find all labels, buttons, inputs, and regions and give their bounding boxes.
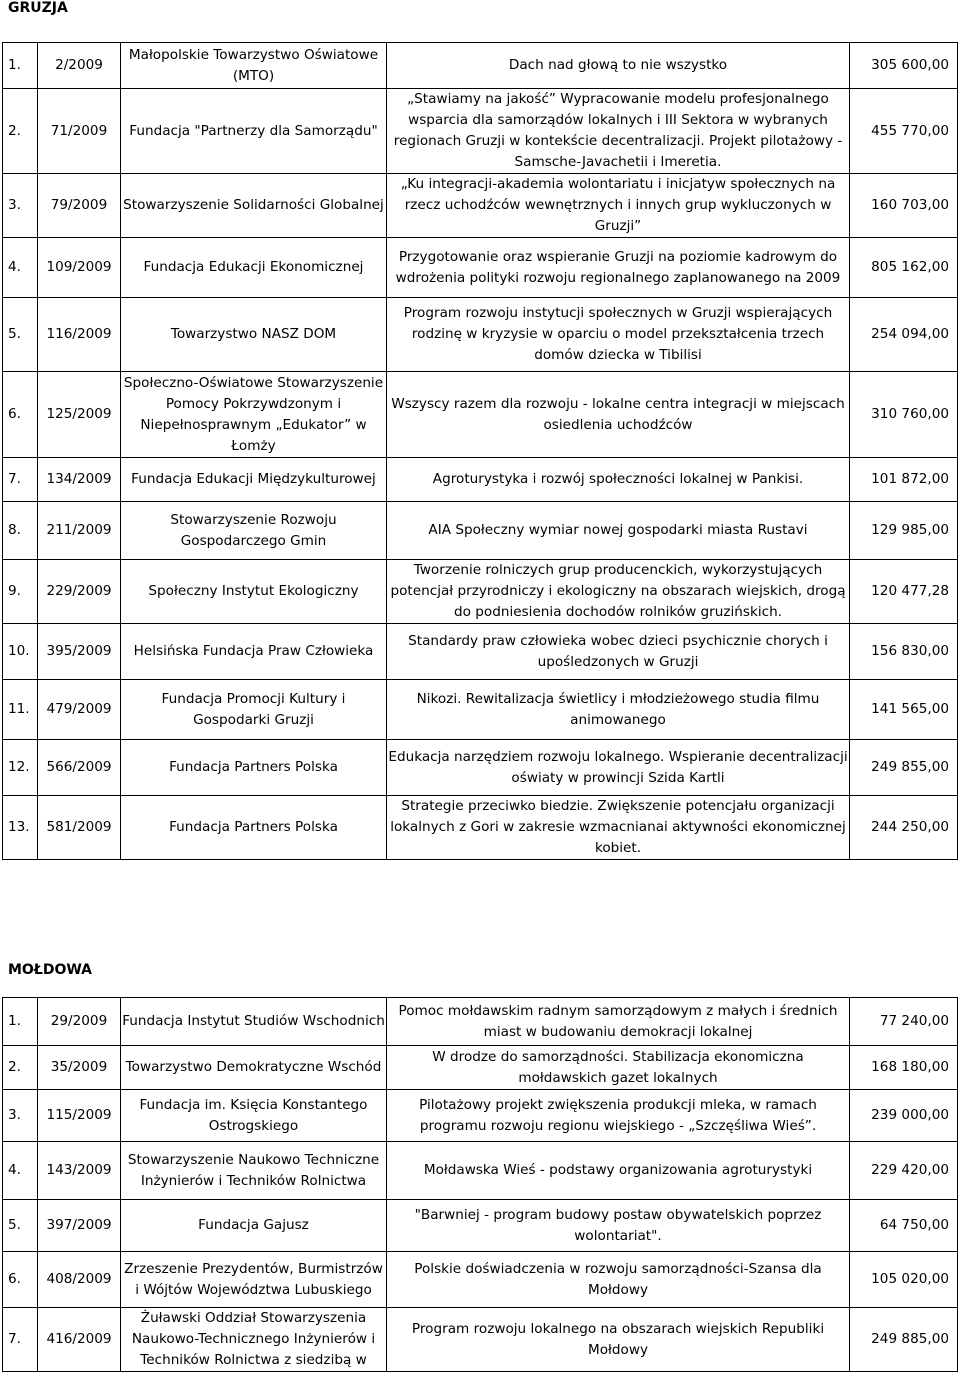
organization-name: Stowarzyszenie Rozwoju Gospodarczego Gmin (121, 502, 387, 560)
grant-amount: 310 760,00 (850, 372, 958, 458)
application-id: 134/2009 (38, 458, 121, 502)
row-number: 11. (3, 680, 38, 740)
table-row (3, 372, 958, 458)
organization-name: Helsińska Fundacja Praw Człowieka (121, 624, 387, 680)
row-number: 12. (3, 740, 38, 796)
project-title: Dach nad głową to nie wszystko (387, 43, 850, 89)
row-number: 7. (3, 458, 38, 502)
row-number: 2. (3, 1046, 38, 1090)
organization-name: Społeczny Instytut Ekologiczny (121, 560, 387, 624)
grant-amount: 77 240,00 (850, 998, 958, 1046)
project-title: "Barwniej - program budowy postaw obywatelskich poprzez wolontariat". (387, 1200, 850, 1252)
grant-amount: 141 565,00 (850, 680, 958, 740)
row-number: 5. (3, 1200, 38, 1252)
organization-name: Stowarzyszenie Naukowo Techniczne Inżynierów i Techników Rolnictwa (121, 1142, 387, 1200)
project-title: Program rozwoju lokalnego na obszarach wiejskich Republiki Mołdowy (387, 1308, 850, 1372)
organization-name: Fundacja Edukacji Międzykulturowej (121, 458, 387, 502)
table-row (3, 1308, 958, 1372)
grant-amount: 455 770,00 (850, 89, 958, 174)
application-id: 116/2009 (38, 298, 121, 372)
application-id: 71/2009 (38, 89, 121, 174)
row-number: 6. (3, 1252, 38, 1308)
table-row (3, 238, 958, 298)
table-row (3, 1200, 958, 1252)
row-number: 4. (3, 238, 38, 298)
project-title: „Ku integracji-akademia wolontariatu i inicjatyw społecznych na rzecz uchodźców wewnętrznych i innych grup wykluczonych w Gruzji” (387, 174, 850, 238)
project-title: Pomoc mołdawskim radnym samorządowym z małych i średnich miast w budowaniu demokracji lokalnej (387, 998, 850, 1046)
table-row (3, 998, 958, 1046)
grant-amount: 305 600,00 (850, 43, 958, 89)
table-row (3, 1142, 958, 1200)
grant-amount: 254 094,00 (850, 298, 958, 372)
project-title: W drodze do samorządności. Stabilizacja ekonomiczna mołdawskich gazet lokalnych (387, 1046, 850, 1090)
organization-name: Fundacja Gajusz (121, 1200, 387, 1252)
project-title: Wszyscy razem dla rozwoju - lokalne centra integracji w miejscach osiedlenia uchodźców (387, 372, 850, 458)
project-title: AIA Społeczny wymiar nowej gospodarki miasta Rustavi (387, 502, 850, 560)
application-id: 408/2009 (38, 1252, 121, 1308)
row-number: 10. (3, 624, 38, 680)
table-row (3, 740, 958, 796)
project-title: Program rozwoju instytucji społecznych w Gruzji wspierających rodzinę w kryzysie w oparciu o model przekształcenia trzech domów dziecka w Tibilisi (387, 298, 850, 372)
table-row (3, 1090, 958, 1142)
organization-name: Stowarzyszenie Solidarności Globalnej (121, 174, 387, 238)
table-row (3, 502, 958, 560)
application-id: 109/2009 (38, 238, 121, 298)
organization-name: Fundacja Partners Polska (121, 740, 387, 796)
row-number: 6. (3, 372, 38, 458)
table-row (3, 89, 958, 174)
table-row (3, 298, 958, 372)
project-title: Pilotażowy projekt zwiększenia produkcji mleka, w ramach programu rozwoju regionu wiejskiego - „Szczęśliwa Wieś”. (387, 1090, 850, 1142)
grant-amount: 156 830,00 (850, 624, 958, 680)
project-title: Nikozi. Rewitalizacja świetlicy i młodzieżowego studia filmu animowanego (387, 680, 850, 740)
project-title: Agroturystyka i rozwój społeczności lokalnej w Pankisi. (387, 458, 850, 502)
project-title: Standardy praw człowieka wobec dzieci psychicznie chorych i upośledzonych w Gruzji (387, 624, 850, 680)
application-id: 125/2009 (38, 372, 121, 458)
table-row (3, 560, 958, 624)
project-title: Polskie doświadczenia w rozwoju samorządności-Szansa dla Mołdowy (387, 1252, 850, 1308)
row-number: 3. (3, 1090, 38, 1142)
application-id: 29/2009 (38, 998, 121, 1046)
row-number: 2. (3, 89, 38, 174)
organization-name: Fundacja Partners Polska (121, 796, 387, 860)
grant-amount: 229 420,00 (850, 1142, 958, 1200)
grant-amount: 239 000,00 (850, 1090, 958, 1142)
table-row (3, 680, 958, 740)
application-id: 581/2009 (38, 796, 121, 860)
section-title-gruzja: GRUZJA (8, 0, 68, 16)
table-row (3, 1252, 958, 1308)
project-title: Przygotowanie oraz wspieranie Gruzji na poziomie kadrowym do wdrożenia polityki rozwoju regionalnego zaplanowanego na 2009 (387, 238, 850, 298)
section-title-moldowa: MOŁDOWA (8, 962, 92, 978)
organization-name: Towarzystwo NASZ DOM (121, 298, 387, 372)
row-number: 9. (3, 560, 38, 624)
application-id: 143/2009 (38, 1142, 121, 1200)
table-row (3, 458, 958, 502)
application-id: 416/2009 (38, 1308, 121, 1372)
grant-amount: 101 872,00 (850, 458, 958, 502)
project-title: Mołdawska Wieś - podstawy organizowania agroturystyki (387, 1142, 850, 1200)
application-id: 397/2009 (38, 1200, 121, 1252)
application-id: 115/2009 (38, 1090, 121, 1142)
organization-name: Fundacja Promocji Kultury i Gospodarki Gruzji (121, 680, 387, 740)
application-id: 395/2009 (38, 624, 121, 680)
row-number: 5. (3, 298, 38, 372)
project-title: Edukacja narzędziem rozwoju lokalnego. Wspieranie decentralizacji oświaty w prowincji Szida Kartli (387, 740, 850, 796)
application-id: 566/2009 (38, 740, 121, 796)
grant-table-gruzja (2, 42, 958, 860)
row-number: 1. (3, 43, 38, 89)
organization-name: Małopolskie Towarzystwo Oświatowe (MTO) (121, 43, 387, 89)
grant-amount: 64 750,00 (850, 1200, 958, 1252)
table-row (3, 43, 958, 89)
grant-amount: 249 885,00 (850, 1308, 958, 1372)
table-row (3, 1046, 958, 1090)
table-row (3, 624, 958, 680)
row-number: 3. (3, 174, 38, 238)
organization-name: Społeczno-Oświatowe Stowarzyszenie Pomocy Pokrzywdzonym i Niepełnosprawnym „Edukator” w Łomży (121, 372, 387, 458)
project-title: „Stawiamy na jakość” Wypracowanie modelu profesjonalnego wsparcia dla samorządów lokalnych i III Sektora w wybranych regionach Gruzji w kontekście decentralizacji. Projekt pilotażowy - Samsche-Javachetii i Imeretia. (387, 89, 850, 174)
organization-name: Towarzystwo Demokratyczne Wschód (121, 1046, 387, 1090)
grant-amount: 168 180,00 (850, 1046, 958, 1090)
organization-name: Fundacja Instytut Studiów Wschodnich (121, 998, 387, 1046)
organization-name: Fundacja "Partnerzy dla Samorządu" (121, 89, 387, 174)
grant-amount: 249 855,00 (850, 740, 958, 796)
grant-amount: 160 703,00 (850, 174, 958, 238)
row-number: 13. (3, 796, 38, 860)
row-number: 8. (3, 502, 38, 560)
organization-name: Zrzeszenie Prezydentów, Burmistrzów i Wójtów Województwa Lubuskiego (121, 1252, 387, 1308)
project-title: Strategie przeciwko biedzie. Zwiększenie potencjału organizacji lokalnych z Gori w zakresie wzmacnianai aktywności ekonomicznej kobiet. (387, 796, 850, 860)
application-id: 35/2009 (38, 1046, 121, 1090)
application-id: 479/2009 (38, 680, 121, 740)
table-row (3, 174, 958, 238)
grant-amount: 244 250,00 (850, 796, 958, 860)
grant-table-moldowa (2, 997, 958, 1372)
row-number: 7. (3, 1308, 38, 1372)
grant-amount: 120 477,28 (850, 560, 958, 624)
grant-amount: 129 985,00 (850, 502, 958, 560)
row-number: 4. (3, 1142, 38, 1200)
organization-name: Fundacja Edukacji Ekonomicznej (121, 238, 387, 298)
application-id: 2/2009 (38, 43, 121, 89)
grant-amount: 105 020,00 (850, 1252, 958, 1308)
grant-amount: 805 162,00 (850, 238, 958, 298)
application-id: 211/2009 (38, 502, 121, 560)
organization-name: Fundacja im. Księcia Konstantego Ostrogskiego (121, 1090, 387, 1142)
application-id: 79/2009 (38, 174, 121, 238)
table-row (3, 796, 958, 860)
organization-name: Żuławski Oddział Stowarzyszenia Naukowo-Technicznego Inżynierów i Techników Rolnictwa z siedzibą w (121, 1308, 387, 1372)
application-id: 229/2009 (38, 560, 121, 624)
project-title: Tworzenie rolniczych grup producenckich, wykorzystujących potencjał przyrodniczy i ekologiczny na obszarach wiejskich, drogą do podniesienia dochodów rolników gruzińskich. (387, 560, 850, 624)
row-number: 1. (3, 998, 38, 1046)
